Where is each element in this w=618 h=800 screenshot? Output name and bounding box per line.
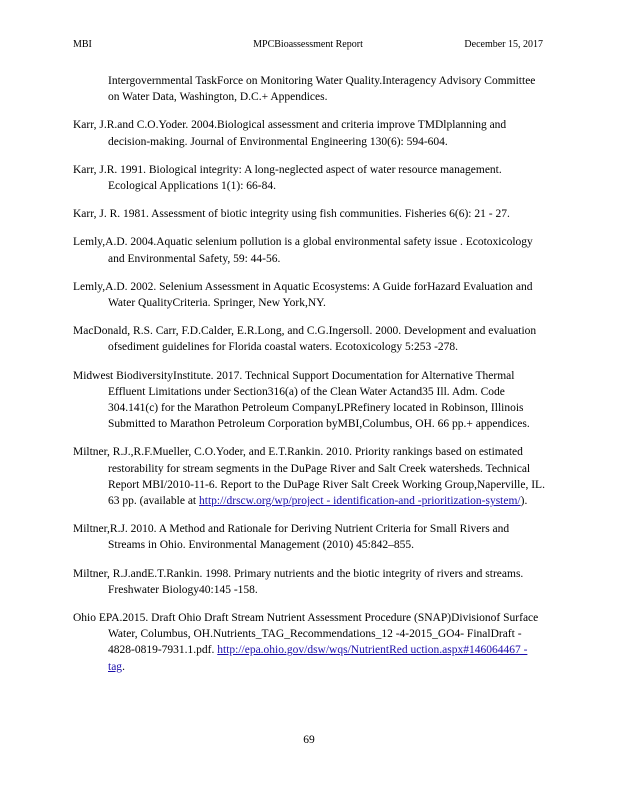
reference-entry <box>73 234 545 266</box>
reference-list <box>73 73 545 687</box>
reference-text: Lemly,A.D. 2002. Selenium Assessment in Aquatic Ecosystems: A Guide forHazard Evaluation and Water QualityCriteria. Springer, New York,NY. <box>73 280 533 310</box>
reference-entry <box>73 162 545 194</box>
reference-link[interactable]: http://drscw.org/wp/project - identification-and -prioritization-system/ <box>199 495 521 508</box>
page-header <box>73 38 543 52</box>
reference-text: Miltner, R.J.andE.T.Rankin. 1998. Primary nutrients and the biotic integrity of rivers and streams. Freshwater Biology40:145 -158. <box>73 567 524 596</box>
reference-text: MacDonald, R.S. Carr, F.D.Calder, E.R.Long, and C.G.Ingersoll. 2000. Development and evaluation ofsediment guidelines for Florida coastal waters. Ecotoxicology 5:253 -278. <box>73 325 537 354</box>
header-org: MBI <box>73 39 92 50</box>
reference-text: Miltner, R.J.,R.F.Mueller, C.O.Yoder, and E.T.Rankin. 2010. Priority rankings based on estimated restorability for stream segments in the DuPage River and Salt Creek watersheds. Technical Report MBI/2010-11-6. Report to the DuPage River Salt Creek Working Group,Naperville, IL. 63 pp. (available at <box>73 446 545 508</box>
reference-text: Karr, J.R. 1991. Biological integrity: A long-neglected aspect of water resource management. Ecological Applications 1(1): 66-84. <box>73 163 502 193</box>
reference-entry <box>73 566 545 598</box>
reference-link[interactable]: http://epa.ohio.gov/dsw/wqs/NutrientRed uction.aspx#146064467 - tag <box>108 644 528 673</box>
reference-entry <box>73 206 545 222</box>
reference-entry <box>73 117 545 149</box>
reference-text: Midwest BiodiversityInstitute. 2017. Technical Support Documentation for Alternative Thermal Effluent Limitations under Section316(a) of the Clean Water Actand35 Ill. Adm. Code 304.141(c) for the Marathon Petroleum CompanyLPRefinery located in Robinson, Illinois Submitted to Marathon Petroleum Corporation byMBI,Columbus, OH. 66 pp.+ appendices. <box>73 369 530 431</box>
reference-text-end: ). <box>520 495 528 508</box>
header-date: December 15, 2017 <box>464 39 543 50</box>
reference-text-end: . <box>122 660 125 673</box>
reference-text: Miltner,R.J. 2010. A Method and Rationale for Deriving Nutrient Criteria for Small Rivers and Streams in Ohio. Environmental Management (2010) 45:842–855. <box>73 523 510 552</box>
reference-entry <box>73 73 545 105</box>
header-title: MPCBioassessment Report <box>253 39 363 50</box>
reference-text: Karr, J.R.and C.O.Yoder. 2004.Biological assessment and criteria improve TMDlplanning and decision-making. Journal of Environmental Engineering 130(6): 594-604. <box>73 119 507 148</box>
reference-entry <box>73 368 545 433</box>
reference-entry <box>73 521 545 553</box>
page-number: 69 <box>303 734 315 746</box>
reference-text: Lemly,A.D. 2004.Aquatic selenium pollution is a global environmental safety issue . Ecotoxicology and Environmental Safety, 59: 44-56. <box>73 236 533 265</box>
reference-text: Intergovernmental TaskForce on Monitoring Water Quality.Interagency Advisory Committee on Water Data, Washington, D.C.+ Appendices. <box>108 75 536 104</box>
reference-entry <box>73 610 545 675</box>
reference-entry <box>73 444 545 509</box>
reference-text: Ohio EPA.2015. Draft Ohio Draft Stream Nutrient Assessment Procedure (SNAP)Divisionof Surface Water, Columbus, OH.Nutrients_TAG_Recommendations_12 -4-2015_GO4- FinalDraft - 4828-0819-7931.1.pdf. <box>73 612 539 657</box>
reference-entry <box>73 323 545 355</box>
reference-entry <box>73 279 545 311</box>
reference-text: Karr, J. R. 1981. Assessment of biotic integrity using fish communities. Fisheries 6(6): 21 - 27. <box>73 208 510 221</box>
